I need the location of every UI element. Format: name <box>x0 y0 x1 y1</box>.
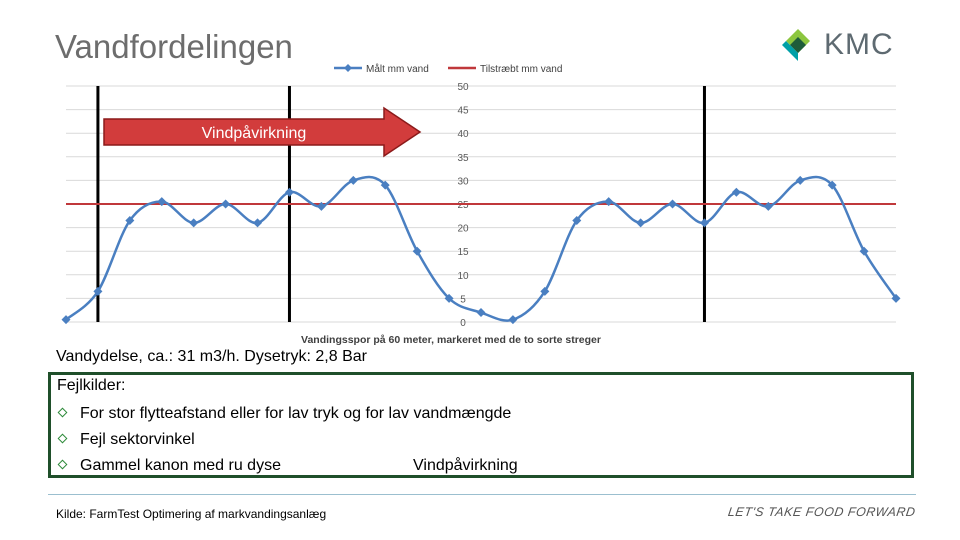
data-point <box>732 188 741 197</box>
data-point <box>349 176 358 185</box>
y-tick-label: 15 <box>457 247 469 259</box>
y-tick-label: 10 <box>457 270 469 282</box>
y-tick-label: 40 <box>457 129 469 141</box>
error-item <box>57 457 281 475</box>
y-tick-label: 45 <box>457 105 469 117</box>
error-sources-box <box>48 372 914 478</box>
diamond-bullet-icon <box>58 434 68 444</box>
y-tick-label: 50 <box>457 82 469 93</box>
measured-series-line <box>66 177 896 321</box>
y-tick-label: 20 <box>457 223 469 235</box>
legend-marker-measured <box>344 64 352 72</box>
data-point <box>508 315 517 324</box>
data-point <box>636 218 645 227</box>
data-point <box>189 218 198 227</box>
y-tick-label: 0 <box>460 318 466 329</box>
error-item-wind: Vindpåvirkning <box>413 457 518 474</box>
y-tick-label: 25 <box>457 200 469 211</box>
footer-divider <box>48 494 916 495</box>
diamond-bullet-icon <box>58 408 68 418</box>
legend-label-target: Tilstræbt mm vand <box>480 64 563 75</box>
error-item-text: Gammel kanon med ru dyse <box>80 457 281 474</box>
y-tick-label: 5 <box>460 294 466 306</box>
error-item-text: For stor flytteafstand eller for lav tryk og for lav vandmængde <box>80 405 512 422</box>
y-tick-label: 30 <box>457 176 469 188</box>
slogan: LET'S TAKE FOOD FORWARD <box>727 505 917 519</box>
x-axis-label: Vandingsspor på 60 meter, markeret med de to sorte streger <box>301 334 601 346</box>
data-point <box>253 218 262 227</box>
diamond-bullet-icon <box>58 460 68 470</box>
error-item-text: Fejl sektorvinkel <box>80 431 195 448</box>
error-item <box>57 431 195 449</box>
source-text: Kilde: FarmTest Optimering af markvandingsanlæg <box>56 507 327 521</box>
data-point <box>668 200 677 209</box>
chart-caption: Vandydelse, ca.: 31 m3/h. Dysetryk: 2,8 Bar <box>56 348 367 365</box>
data-point <box>796 176 805 185</box>
data-point <box>221 200 230 209</box>
logo-text: KMC <box>824 28 894 61</box>
error-item <box>57 405 511 423</box>
legend-label-measured: Målt mm vand <box>366 64 429 75</box>
data-point <box>477 308 486 317</box>
page-title: Vandfordelingen <box>55 28 293 65</box>
data-point <box>700 218 709 227</box>
error-sources-title: Fejlkilder: <box>57 377 126 394</box>
data-point <box>285 188 294 197</box>
y-tick-label: 35 <box>457 152 469 164</box>
wind-arrow-label: Vindpåvirkning <box>201 125 307 142</box>
